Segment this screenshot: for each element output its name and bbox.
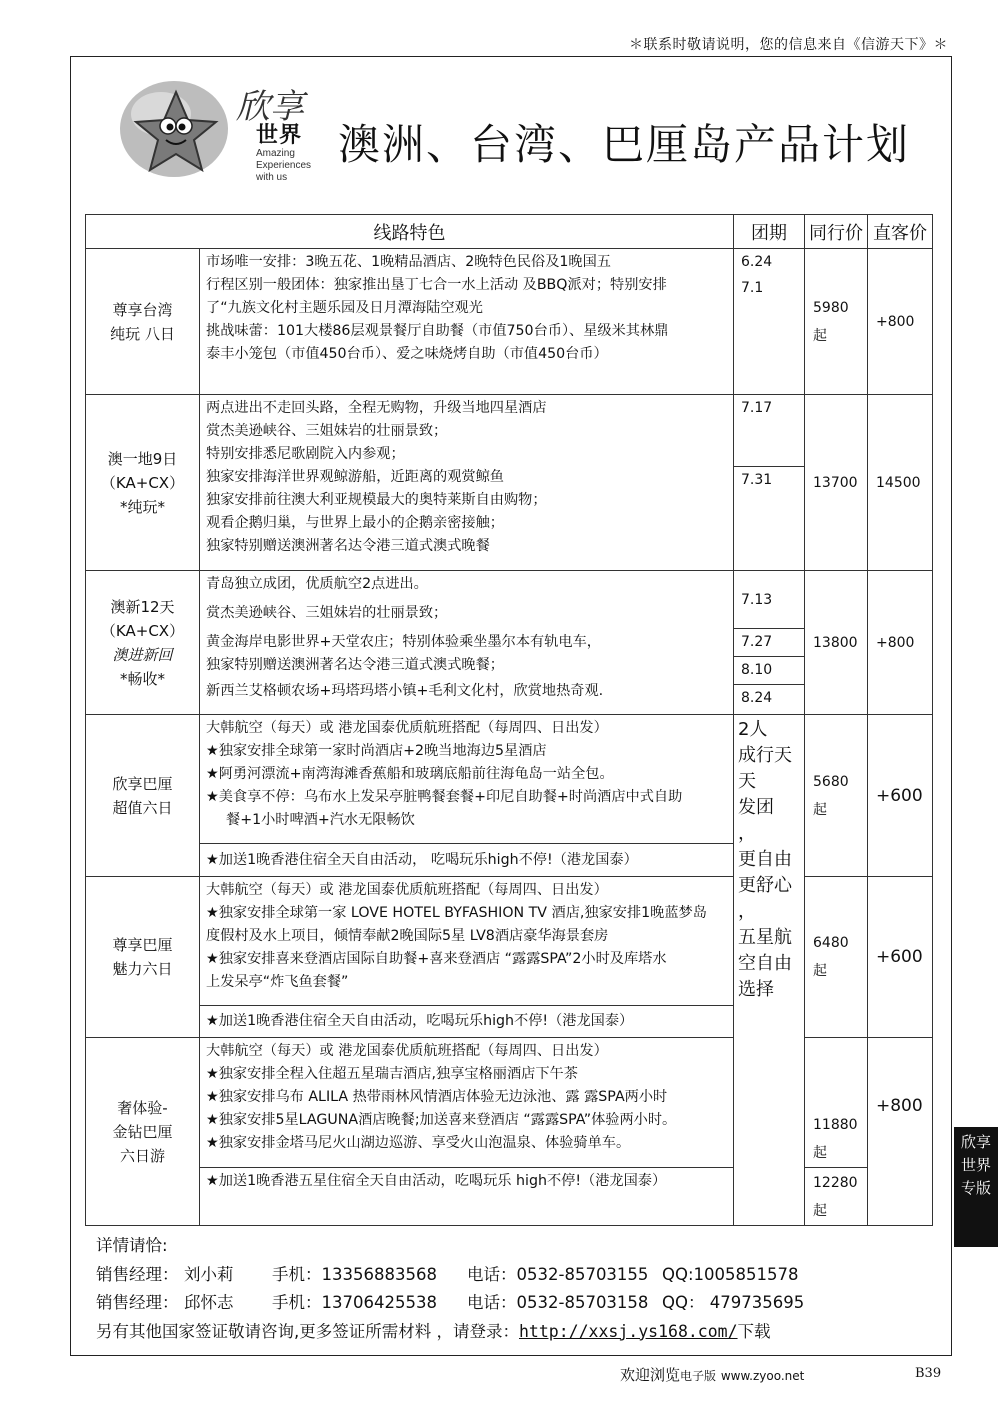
table-row [86, 395, 933, 467]
peer-price: 5980 起 [805, 249, 868, 395]
peer-price-alt: 12280 起 [805, 1168, 868, 1226]
route-date: 8.10 [734, 657, 805, 685]
edition-side-tab: 欣享 世界 专版 [954, 1127, 998, 1247]
peer-price: 11880 起 [805, 1038, 868, 1168]
direct-price: +800 [868, 1038, 933, 1226]
route-name: 奢体验- 金钻巴厘 六日游 [86, 1038, 200, 1226]
route-name: 澳新12天 （KA+CX） 澳进新回 *畅收* [86, 571, 200, 715]
table-row [86, 715, 933, 844]
header-dates: 团期 [734, 215, 805, 249]
table-row [86, 1038, 933, 1168]
route-name: 欣享巴厘 超值六日 [86, 715, 200, 877]
route-features: 大韩航空（每天）或 港龙国泰优质航班搭配（每周四、日出发） ★独家安排全程入住超五星瑞吉酒店,独享宝格丽酒店下午茶 ★独家安排乌布 ALILA 热带雨林风情酒店体验无边泳池、露 露SPA两小时 ★独家安排5星LAGUNA酒店晚餐;加送喜来登酒店 “露露SPA”体验两小时。 ★独家安排金塔马尼火山湖边巡游、享受火山泡温泉、体验骑单车。 [200, 1038, 734, 1168]
route-date: 7.27 [734, 629, 805, 657]
route-features: 两点进出不走回头路，全程无购物，升级当地四星酒店 赏杰美逊峡谷、三姐妹岩的壮丽景致； 特别安排悉尼歌剧院入内参观； 独家安排海洋世界观鲸游船，近距离的观赏鲸鱼 独家安排前往澳大利亚规模最大的奥特莱斯自由购物； 观看企鹅归巢，与世界上最小的企鹅亲密接触； 独家特别赠送澳洲著名达令港三道式澳式晚餐 [200, 395, 734, 571]
table-row [86, 877, 933, 1006]
direct-price: +600 [868, 877, 933, 1038]
visa-download-link[interactable]: http://xxsj.ys168.com/ [519, 1321, 738, 1341]
visa-note: 另有其他国家签证敬请咨询,更多签证所需材料 ，请登录：http://xxsj.ys168.com/下载 [96, 1321, 771, 1341]
peer-price: 13800 [805, 571, 868, 715]
direct-price: 14500 [868, 395, 933, 571]
product-table [85, 214, 933, 1226]
route-features: 青岛独立成团，优质航空2点进出。 赏杰美逊峡谷、三姐妹岩的壮丽景致； 黄金海岸电影世界+天堂农庄；特别体验乘坐墨尔本有轨电车， 独家特别赠送澳洲著名达令港三道式澳式晚餐； 新西兰艾格顿农场+玛塔玛塔小镇+毛利文化村，欣赏地热奇观. [200, 571, 734, 715]
table-row [86, 1168, 933, 1226]
logo-tagline: Amazing Experiences with us [256, 148, 312, 183]
header-peer-price: 同行价 [805, 215, 868, 249]
peer-price: 5680 起 [805, 715, 868, 877]
footer-site-link[interactable]: www.zyoo.net [720, 1369, 805, 1383]
route-date: 7.31 [734, 467, 805, 571]
route-extra: ★加送1晚香港住宿全天自由活动，吃喝玩乐high不停!（港龙国泰） [200, 1006, 734, 1038]
direct-price: +600 [868, 715, 933, 877]
header-direct-price: 直客价 [868, 215, 933, 249]
contact-heading: 详情请恰: [96, 1236, 168, 1255]
route-date: 8.24 [734, 685, 805, 715]
direct-price: +800 [868, 571, 933, 715]
route-features: 市场唯一安排：3晚五花、1晚精品酒店、2晚特色民俗及1晚国五 行程区别一般团体：独家推出垦丁七合一水上活动 及BBQ派对；特别安排 了“九族文化村主题乐园及日月潭海陆空观光 挑战味蕾：101大楼86层观景餐厅自助餐（市值750台币）、星级米其林鼎 泰丰小笼包（市值450台币）、爱之味烧烤自助（市值450台币） [200, 249, 734, 395]
page-title: 澳洲、台湾、巴厘岛产品计划 [338, 120, 911, 169]
table-header-row [86, 215, 933, 249]
footer-welcome: 欢迎浏览电子版 www.zyoo.net [620, 1366, 805, 1384]
peer-price: 6480 起 [805, 877, 868, 1038]
svg-text:欣享: 欣享 [236, 87, 304, 127]
route-dates: 6.24 7.1 [734, 249, 805, 395]
contact-row: 销售经理： 刘小莉 手机：13356883568 电话：0532-85703155 QQ:1005851578 [96, 1264, 799, 1284]
direct-price: +800 [868, 249, 933, 395]
route-date: 7.13 [734, 571, 805, 629]
contact-row: 销售经理： 邱怀志 手机：13706425538 电话：0532-85703158 QQ： 479735695 [96, 1293, 805, 1312]
page-number: B39 [915, 1366, 942, 1381]
route-name: 尊享台湾 纯玩 八日 [86, 249, 200, 395]
contact-section [96, 1232, 804, 1346]
table-row [86, 249, 933, 395]
route-name: 澳一地9日 （KA+CX） *纯玩* [86, 395, 200, 571]
logo-world-text: 世界 [256, 123, 303, 148]
route-name: 尊享巴厘 魅力六日 [86, 877, 200, 1038]
peer-price: 13700 [805, 395, 868, 571]
route-date: 7.17 [734, 395, 805, 467]
info-source-note: ＊联系时敬请说明，您的信息来自《信游天下》＊ [629, 37, 948, 53]
table-row [86, 571, 933, 629]
header-features: 线路特色 [86, 215, 734, 249]
route-extra: ★加送1晚香港住宿全天自由活动， 吃喝玩乐high不停!（港龙国泰） [200, 844, 734, 877]
route-features: 大韩航空（每天）或 港龙国泰优质航班搭配（每周四、日出发） ★独家安排全球第一家时尚酒店+2晚当地海边5星酒店 ★阿勇河漂流+南湾海滩香蕉船和玻璃底船前往海龟岛一站全包。 ★美食享不停：乌布水上发呆亭脏鸭餐套餐+印尼自助餐+时尚酒店中式自助 餐+1小时啤酒+汽水无限畅饮 [200, 715, 734, 844]
route-extra: ★加送1晚香港五星住宿全天自由活动，吃喝玩乐 high不停!（港龙国泰） [200, 1168, 734, 1226]
bali-departure-note: 2人 成行天 天 发团 ， 更自由 更舒心 ， 五星航 空自由 选择 [734, 715, 805, 1226]
route-features: 大韩航空（每天）或 港龙国泰优质航班搭配（每周四、日出发） ★独家安排全球第一家 LOVE HOTEL BYFASHION TV 酒店,独家安排1晚蓝梦岛 度假村及水上项目，倾情奉献2晚国际5星 LV8酒店豪华海景套房 ★独家安排喜来登酒店国际自助餐+喜来登酒店 “露露SPA”2小时及库塔水 上发呆亭“炸飞鱼套餐” [200, 877, 734, 1006]
